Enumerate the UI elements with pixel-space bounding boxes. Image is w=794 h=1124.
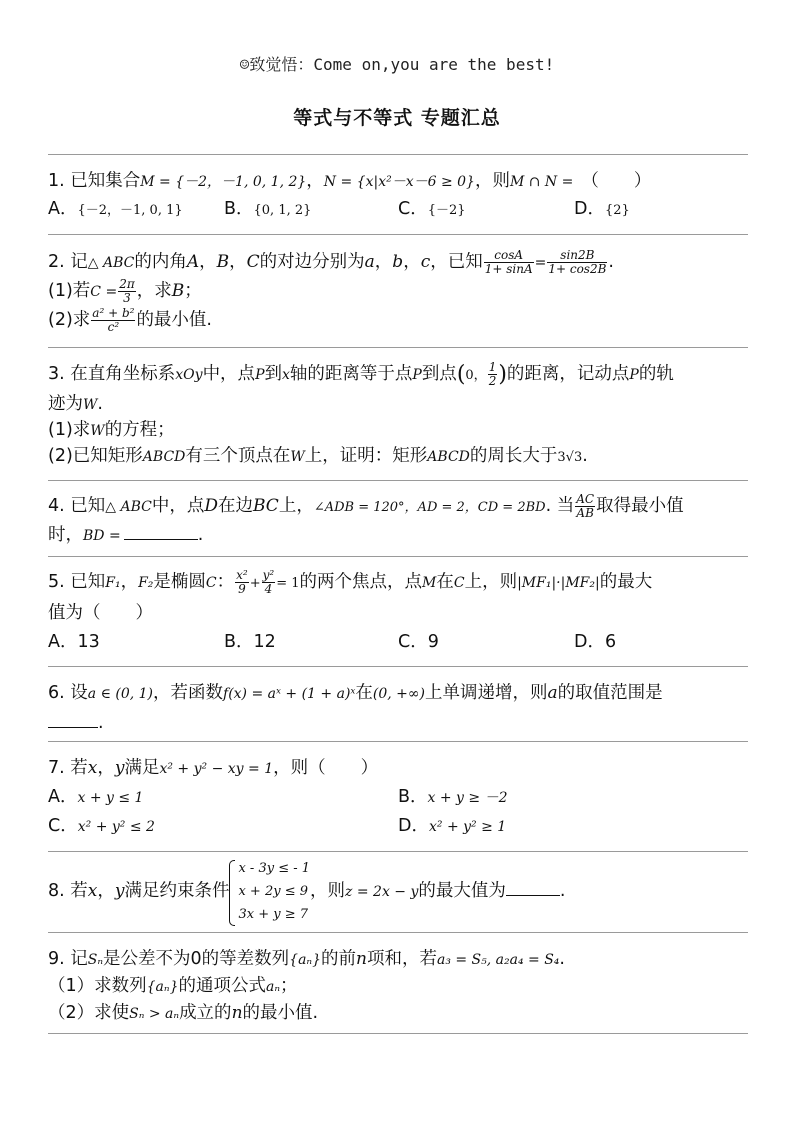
- q7-option-b[interactable]: [398, 782, 508, 813]
- option-label: C．: [398, 632, 428, 652]
- q3-s2-w: W: [290, 449, 305, 465]
- q2-s2-fraction: [91, 307, 135, 334]
- q2-angle-a: A: [186, 252, 200, 272]
- q1-text: 1. 已知集合: [48, 171, 141, 191]
- q3-s2-rect: ABCD: [427, 449, 470, 465]
- q3-subquestion-2: [48, 441, 753, 473]
- q2-subquestion-2: [48, 305, 753, 335]
- q1-text: ，则: [474, 171, 510, 191]
- q4-point-d: D: [204, 496, 218, 516]
- q3-text: 轴的距离等于点: [289, 364, 413, 384]
- q8-x: x: [87, 881, 98, 901]
- q9-n: n: [356, 949, 367, 969]
- fraction-denominator: 2: [488, 373, 497, 388]
- option-value: 6: [604, 632, 617, 652]
- q2-s2-text: (2)求: [48, 310, 91, 330]
- fraction-numerator: sin2B: [547, 249, 607, 263]
- q7-equation: x² + y² − xy = 1: [159, 761, 274, 777]
- q9-subquestion-2: [48, 998, 753, 1029]
- q3-point-x: 0，: [465, 368, 487, 383]
- q5-text: 的两个焦点，点: [299, 572, 423, 592]
- q3-s2-text: 有三个顶点在: [185, 446, 291, 466]
- q7-x: x: [87, 758, 98, 778]
- q6-text: 6. 设: [48, 683, 88, 703]
- q3-text: 3. 在直角坐标系: [48, 364, 176, 384]
- q2-side-c: c: [420, 252, 431, 272]
- q9-condition: a₃ = S₅, a₂a₄ = S₄: [436, 952, 560, 968]
- q4-text: 上，: [278, 496, 314, 516]
- q1-expr: M ∩ N =: [509, 174, 574, 190]
- q8-text: .: [559, 881, 566, 901]
- q8-constraint: x + 2y ≤ 9: [238, 883, 309, 899]
- q5-options: [48, 627, 753, 657]
- option-value: 12: [253, 632, 276, 652]
- q3-point-p: P: [255, 367, 265, 383]
- q4-text: 4. 已知: [48, 496, 106, 516]
- q3-curve-w: W: [83, 397, 98, 413]
- q2-side-b: b: [392, 252, 404, 272]
- q5-option-d[interactable]: [574, 627, 616, 657]
- q4-triangle: △ ABC: [105, 499, 152, 515]
- q4-side-bc: BC: [253, 496, 279, 516]
- q2-equals: =: [534, 255, 547, 271]
- q9-s2-condition: Sₙ > aₙ: [129, 1006, 180, 1022]
- q2-text: 2. 记: [48, 252, 88, 272]
- q9-text: 项和，若: [366, 949, 437, 969]
- q6-line-2: [48, 708, 753, 738]
- q2-angle-c: C: [246, 252, 260, 272]
- q2-s1-text: ；: [184, 281, 202, 301]
- q1-option-c[interactable]: [398, 194, 574, 226]
- option-value: {－2，－1, 0, 1}: [77, 203, 183, 218]
- q3-paren-right: ): [498, 362, 507, 387]
- q7-text: ，则（ ）: [273, 758, 379, 778]
- q5-text: 上，则: [464, 572, 518, 592]
- q4-text: 时，: [48, 525, 83, 545]
- option-value: {2}: [604, 203, 630, 218]
- q9-text: .: [559, 949, 565, 969]
- option-label: A．: [48, 199, 78, 219]
- q3-text: .: [97, 394, 103, 414]
- question-7: [48, 753, 753, 784]
- option-label: C．: [398, 199, 428, 219]
- q4-bd: BD =: [83, 528, 121, 544]
- q5-text: 在: [436, 572, 454, 592]
- q7-y: y: [114, 758, 125, 778]
- q5-equation-rhs: = 1: [276, 576, 300, 591]
- q8-text: 的最大值为: [418, 881, 506, 901]
- q6-a: a: [547, 683, 558, 703]
- q2-text: 的内角: [134, 252, 187, 272]
- q6-text: .: [98, 713, 104, 733]
- option-label: B．: [224, 199, 254, 219]
- q5-focus-1: F₁: [105, 575, 121, 591]
- q2-side-a: a: [364, 252, 375, 272]
- q5-fraction-x: [235, 569, 249, 596]
- q2-s1-var: C =: [90, 284, 118, 300]
- q3-x-axis: x: [281, 367, 290, 383]
- q3-s2-rect: ABCD: [142, 449, 186, 465]
- q5-ellipse-c: C: [453, 575, 465, 591]
- q3-text: 的距离，记动点: [506, 364, 630, 384]
- brace-icon: [229, 860, 235, 926]
- q2-fraction-right: [547, 249, 607, 276]
- q5-point-m: M: [422, 575, 437, 591]
- q4-text: . 当: [545, 496, 575, 516]
- q3-s2-text: (2)已知矩形: [48, 446, 143, 466]
- q8-text: ，则: [310, 881, 346, 901]
- page-title: 等式与不等式 专题汇总: [293, 107, 501, 129]
- q5-plus: +: [249, 576, 261, 591]
- fraction-denominator: 3: [123, 290, 131, 305]
- fraction-numerator: 1: [488, 359, 497, 374]
- q2-s2-text: 的最小值.: [136, 310, 212, 330]
- option-value: x² + y² ≤ 2: [77, 819, 155, 835]
- q6-interval: (0, +∞): [372, 686, 425, 702]
- q5-text: 是椭圆: [153, 572, 206, 592]
- option-label: D．: [398, 816, 429, 836]
- q3-text: 迹为: [48, 394, 83, 414]
- q9-text: 是公差不为0的等差数列: [103, 949, 290, 969]
- q5-text: 的最大: [599, 572, 653, 592]
- q7-text: 满足: [124, 758, 160, 778]
- q3-s2-text: 上，证明：矩形: [304, 446, 428, 466]
- q8-y: y: [114, 881, 125, 901]
- q3-point-p: P: [629, 367, 639, 383]
- fraction-numerator: x²: [236, 567, 248, 582]
- q9-s1-text: ；: [280, 976, 298, 996]
- q1-option-d[interactable]: [574, 194, 630, 226]
- q2-comma: ，: [229, 252, 247, 272]
- divider: [48, 666, 748, 667]
- option-label: D．: [574, 199, 605, 219]
- q8-constraint: x - 3y ≤ - 1: [238, 860, 311, 876]
- q8-objective: z = 2x − y: [345, 884, 419, 900]
- question-1: [48, 166, 753, 197]
- q5-text: 5. 已知: [48, 572, 106, 592]
- q3-text: 的轨: [638, 364, 674, 384]
- q1-paren: （ ）: [581, 171, 652, 191]
- fraction-numerator: 2π: [119, 276, 135, 291]
- divider: [48, 1033, 748, 1034]
- question-8: [48, 856, 753, 927]
- q9-sn: Sₙ: [87, 952, 104, 968]
- q7-comma: ，: [97, 758, 115, 778]
- option-value: 9: [427, 632, 439, 652]
- option-label: B．: [224, 632, 254, 652]
- option-value: x + y ≤ 1: [77, 790, 144, 806]
- q9-s2-text: （2）求使: [48, 1003, 130, 1023]
- option-value: 13: [77, 632, 100, 652]
- q6-text: 在: [355, 683, 373, 703]
- q2-comma: ，: [199, 252, 217, 272]
- q6-text: 的取值范围是: [557, 683, 663, 703]
- q6-function: f(x) = aˣ + (1 + a)ˣ: [223, 686, 356, 702]
- q9-text: 9. 记: [48, 949, 88, 969]
- q2-subquestion-1: [48, 276, 753, 307]
- q5-option-c[interactable]: [398, 627, 574, 657]
- q8-text: 8. 若: [48, 881, 88, 901]
- option-value: {－2}: [427, 203, 466, 218]
- q9-sequence: {aₙ}: [289, 952, 322, 968]
- fraction-numerator: AC: [576, 491, 595, 506]
- q6-condition: a ∈ (0, 1): [87, 686, 154, 702]
- q4-text: 取得最小值: [596, 496, 684, 516]
- fraction-denominator: c²: [107, 319, 120, 334]
- q7-option-a[interactable]: [48, 782, 398, 813]
- divider: [48, 154, 748, 155]
- q4-text: .: [197, 525, 204, 545]
- question-4: [48, 491, 753, 523]
- fraction-denominator: 1+ cos2B: [548, 261, 607, 276]
- q5-option-b[interactable]: [224, 627, 398, 657]
- q3-point-fraction: [488, 361, 498, 388]
- fraction-numerator: y²: [262, 567, 275, 582]
- q3-text: 到点: [421, 364, 457, 384]
- q8-comma: ，: [97, 881, 115, 901]
- option-value: x + y ≥ －2: [427, 790, 508, 806]
- q2-angle-b: B: [216, 252, 230, 272]
- fraction-denominator: AB: [576, 505, 594, 520]
- q6-text: ，若函数: [153, 683, 224, 703]
- question-5: [48, 567, 753, 599]
- divider: [48, 347, 748, 348]
- q7-options-row-2: [48, 811, 753, 842]
- q5-expression: |MF₁|·|MF₂|: [517, 575, 600, 591]
- q8-constraint: 3x + y ≥ 7: [238, 906, 309, 922]
- question-3: [48, 359, 753, 391]
- q4-answer-blank[interactable]: [124, 525, 198, 540]
- q3-coord-system: xOy: [175, 367, 203, 383]
- q3-s1-text: (1)求: [48, 420, 91, 440]
- divider: [48, 851, 748, 852]
- q1-set-m: M = {－2，－1, 0, 1, 2}: [140, 174, 307, 190]
- q9-s1-text: （1）求数列: [48, 976, 147, 996]
- q7-options-row-1: [48, 782, 753, 813]
- option-label: A．: [48, 632, 78, 652]
- option-value: x² + y² ≥ 1: [428, 819, 507, 835]
- q4-condition: ∠ADB = 120°，AD = 2，CD = 2BD: [313, 500, 546, 515]
- q3-point-p: P: [412, 367, 422, 383]
- q3-s1-text: 的方程；: [104, 420, 175, 440]
- divider: [48, 234, 748, 235]
- q3-s2-value: 3√3: [557, 450, 583, 465]
- q9-s1-sequence: {aₙ}: [146, 979, 179, 995]
- q3-s2-text: 的周长大于: [469, 446, 558, 466]
- q1-option-a[interactable]: [48, 194, 224, 226]
- q8-constraint-system: [229, 857, 310, 926]
- fraction-denominator: 9: [238, 581, 246, 596]
- fraction-numerator: a² + b²: [92, 305, 135, 320]
- q9-s1-an: aₙ: [265, 979, 281, 995]
- q8-text: 满足约束条件: [124, 881, 230, 901]
- q3-text: 到: [264, 364, 282, 384]
- q5-text: ：: [216, 572, 235, 592]
- q2-s1-fraction: [118, 278, 136, 305]
- q3-text: 中，点: [202, 364, 256, 384]
- divider: [48, 480, 748, 481]
- q3-paren-left: (: [456, 362, 466, 387]
- q4-text: 在边: [218, 496, 253, 516]
- fraction-denominator: 4: [264, 581, 273, 596]
- q2-comma: ，: [403, 252, 421, 272]
- option-label: D．: [574, 632, 605, 652]
- question-2: [48, 247, 753, 278]
- q5-focus-2: F₂: [138, 575, 154, 591]
- q1-set-n: N = {x|x²－x－6 ≥ 0}: [323, 174, 475, 190]
- divider: [48, 556, 748, 557]
- q3-s1-w: W: [90, 423, 105, 439]
- divider: [48, 932, 748, 933]
- motto-line: ☺致觉悟：Come on,you are the best!: [239, 55, 555, 74]
- q9-s1-text: 的通项公式: [178, 976, 266, 996]
- q8-answer-blank[interactable]: [506, 881, 560, 896]
- q9-text: 的前: [321, 949, 357, 969]
- q9-s2-text: 成立的: [179, 1003, 232, 1023]
- q3-s2-text: .: [582, 446, 588, 466]
- q2-s1-text: (1)若: [48, 281, 91, 301]
- q6-text: 上单调递增，则: [425, 683, 548, 703]
- q5-line-2: 值为（ ）: [48, 603, 153, 623]
- option-label: A．: [48, 787, 78, 807]
- q2-text: 的对边分别为: [259, 252, 365, 272]
- q7-option-c[interactable]: [48, 811, 398, 842]
- q2-s1-b: B: [171, 281, 185, 301]
- q4-fraction: [575, 493, 595, 520]
- question-6: [48, 678, 753, 709]
- q1-options: [48, 194, 753, 226]
- q2-triangle: △ ABC: [87, 255, 135, 271]
- q6-answer-blank[interactable]: [48, 713, 98, 728]
- q2-fraction-left: [484, 249, 534, 276]
- fraction-numerator: cosA: [484, 249, 534, 263]
- option-label: B．: [398, 787, 428, 807]
- fraction-denominator: 1+ sinA: [484, 261, 533, 276]
- q7-option-d[interactable]: [398, 811, 506, 842]
- q1-option-b[interactable]: [224, 194, 398, 226]
- q4-line-2: [48, 520, 753, 551]
- option-value: {0, 1, 2}: [253, 203, 312, 218]
- q2-text: ，已知: [430, 252, 483, 272]
- q9-s2-text: 的最小值.: [242, 1003, 319, 1023]
- q7-text: 7. 若: [48, 758, 88, 778]
- q5-comma: ，: [120, 572, 139, 592]
- option-label: C．: [48, 816, 78, 836]
- divider: [48, 741, 748, 742]
- q5-ellipse-c: C: [205, 575, 217, 591]
- q5-option-a[interactable]: [48, 627, 224, 657]
- q1-text: ，: [306, 171, 324, 191]
- q5-fraction-y: [262, 569, 276, 596]
- q9-s2-n: n: [231, 1003, 243, 1023]
- q2-s1-text: ，求: [136, 281, 172, 301]
- q4-text: 中，点: [151, 496, 205, 516]
- q2-comma: ，: [374, 252, 393, 272]
- q2-period: .: [608, 252, 614, 272]
